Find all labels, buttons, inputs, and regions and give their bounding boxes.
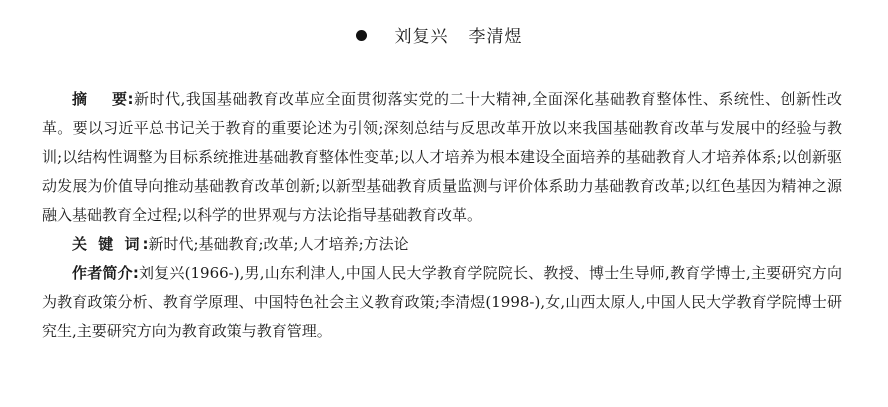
author-line [0, 22, 888, 47]
bullet-icon [356, 30, 367, 41]
keywords-label: 关 键 词 [72, 235, 143, 253]
abstract-label: 摘 要: [72, 90, 134, 108]
author-name-1: 刘复兴 [394, 27, 449, 47]
keywords-text: 新时代;基础教育;改革;人才培养;方法论 [148, 235, 409, 253]
author-name-2: 李清煜 [468, 27, 523, 47]
front-matter [42, 85, 842, 346]
author-intro-paragraph: 作者简介:刘复兴(1966-),男,山东利津人,中国人民大学教育学院院长、教授、博士生导师,教育学博士,主要研究方向为教育政策分析、教育学原理、中国特色社会主义教育政策;李清煜(1998-),女,山西太原人,中国人民大学教育学院博士研究生,主要研究方向为教育政策与教育管理。 [42, 264, 842, 340]
author-intro-label: 作者简介 [72, 264, 133, 282]
abstract-paragraph [42, 85, 842, 230]
author-intro-text: 刘复兴(1966-),男,山东利津人,中国人民大学教育学院院长、教授、博士生导师,教育学博士,主要研究方向为教育政策分析、教育学原理、中国特色社会主义教育政策;李清煜(1998-),女,山西太原人,中国人民大学教育学院博士研究生,主要研究方向为教育政策与教育管理。 [42, 264, 842, 340]
abstract-text: 新时代,我国基础教育改革应全面贯彻落实党的二十大精神,全面深化基础教育整体性、系统性、创新性改革。要以习近平总书记关于教育的重要论述为引领;深刻总结与反思改革开放以来我国基础教育改革与发展中的经验与教训;以结构性调整为目标系统推进基础教育整体性变革;以人才培养为根本建设全面培养的基础教育人才培养体系;以创新驱动发展为价值导向推动基础教育改革创新;以新型基础教育质量监测与评价体系助力基础教育改革;以红色基因为精神之源融入基础教育全过程;以科学的世界观与方法论指导基础教育改革。 [42, 90, 842, 224]
keywords-paragraph: 关 键 词:新时代;基础教育;改革;人才培养;方法论 [72, 235, 409, 253]
